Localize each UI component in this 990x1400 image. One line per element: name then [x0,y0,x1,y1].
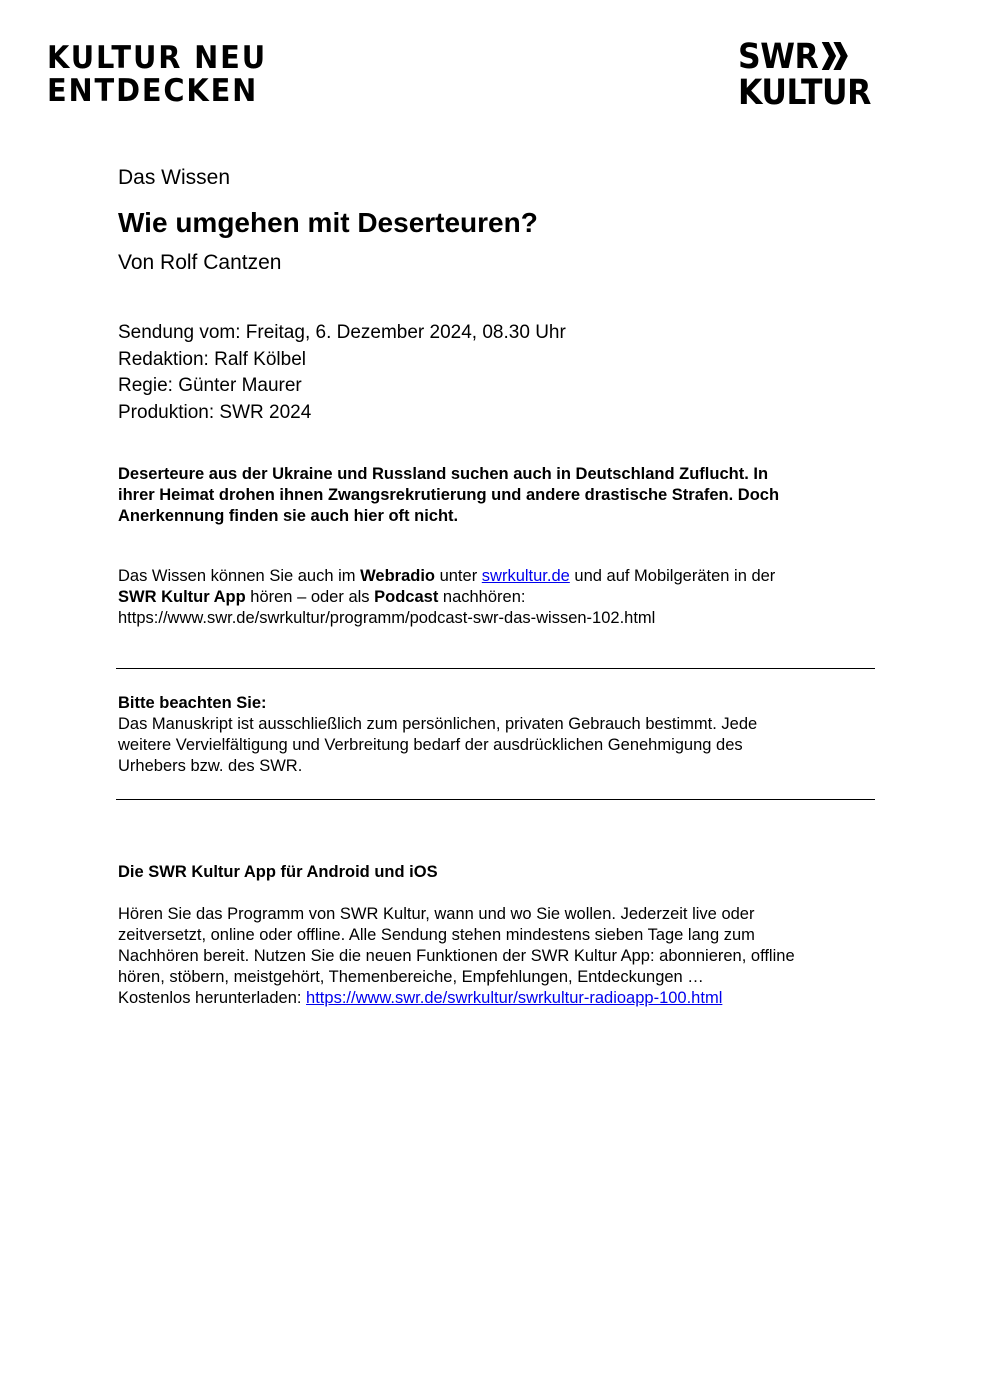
app-line: Hören Sie das Programm von SWR Kultur, wann und wo Sie wollen. Jederzeit live oder [118,905,755,923]
divider-top [116,668,875,669]
teaser-line: ihrer Heimat drohen ihnen Zwangsrekrutierung und andere drastische Strafen. Doch [118,486,780,504]
double-chevron-icon [822,42,849,76]
editor: Redaktion: Ralf Kölbel [118,348,306,370]
app-download-link[interactable]: https://www.swr.de/swrkultur/swrkultur-radioapp-100.html [306,989,723,1007]
director: Regie: Günter Maurer [118,375,302,396]
info-text: unter [435,567,482,585]
podcast-label: Podcast [374,588,439,606]
info-text: hören – oder als [245,588,375,606]
app-name-label: SWR Kultur App [118,588,246,606]
download-label: Kostenlos herunterladen: [118,989,307,1007]
app-heading: Die SWR Kultur App für Android und iOS [118,863,438,881]
program-name: Das Wissen [118,166,231,189]
tagline [47,42,267,108]
podcast-url: https://www.swr.de/swrkultur/programm/podcast-swr-das-wissen-102.html [118,609,656,627]
app-line: hören, stöbern, meistgehört, Themenbereiche, Empfehlungen, Entdeckungen … [118,968,704,986]
swr-kultur-logo [738,37,871,113]
production: Produktion: SWR 2024 [118,401,312,423]
app-line: Nachhören bereit. Nutzen Sie die neuen Funktionen der SWR Kultur App: abonnieren, offline [118,947,795,965]
logo-text-kultur: KULTUR [738,73,871,113]
notice-box [118,693,876,777]
notice-line: Urhebers bzw. des SWR. [118,757,303,775]
app-line: zeitversetzt, online oder offline. Alle Sendung stehen mindestens sieben Tage lang zum [118,926,755,944]
teaser-line: Deserteure aus der Ukraine und Russland suchen auch in Deutschland Zuflucht. In [118,465,769,483]
divider-bottom [116,799,875,800]
listening-info [118,566,876,629]
logo-text-swr: SWR [738,37,819,77]
logo-row-1 [738,37,871,77]
swrkultur-link[interactable]: swrkultur.de [481,567,570,585]
info-text: Das Wissen können Sie auch im [118,567,361,585]
tagline-line-1: KULTUR NEU [47,40,267,76]
teaser [118,464,876,527]
tagline-line-2: ENTDECKEN [47,73,259,109]
webradio-label: Webradio [360,567,435,585]
info-line-1 [118,566,876,587]
broadcast-meta [118,320,566,426]
download-line [118,988,878,1009]
info-text: und auf Mobilgeräten in der [569,567,776,585]
broadcast-date: Sendung vom: Freitag, 6. Dezember 2024, 08.30 Uhr [118,322,566,343]
notice-heading: Bitte beachten Sie: [118,694,267,712]
info-text: nachhören: [438,588,526,606]
app-description [118,904,878,1009]
author: Von Rolf Cantzen [118,251,282,274]
teaser-line: Anerkennung finden sie auch hier oft nicht. [118,507,459,525]
notice-line: weitere Vervielfältigung und Verbreitung bedarf der ausdrücklichen Genehmigung des [118,736,743,754]
notice-line: Das Manuskript ist ausschließlich zum persönlichen, privaten Gebrauch bestimmt. Jede [118,715,758,733]
page-title: Wie umgehen mit Deserteuren? [118,207,538,238]
info-line-2 [118,587,876,608]
